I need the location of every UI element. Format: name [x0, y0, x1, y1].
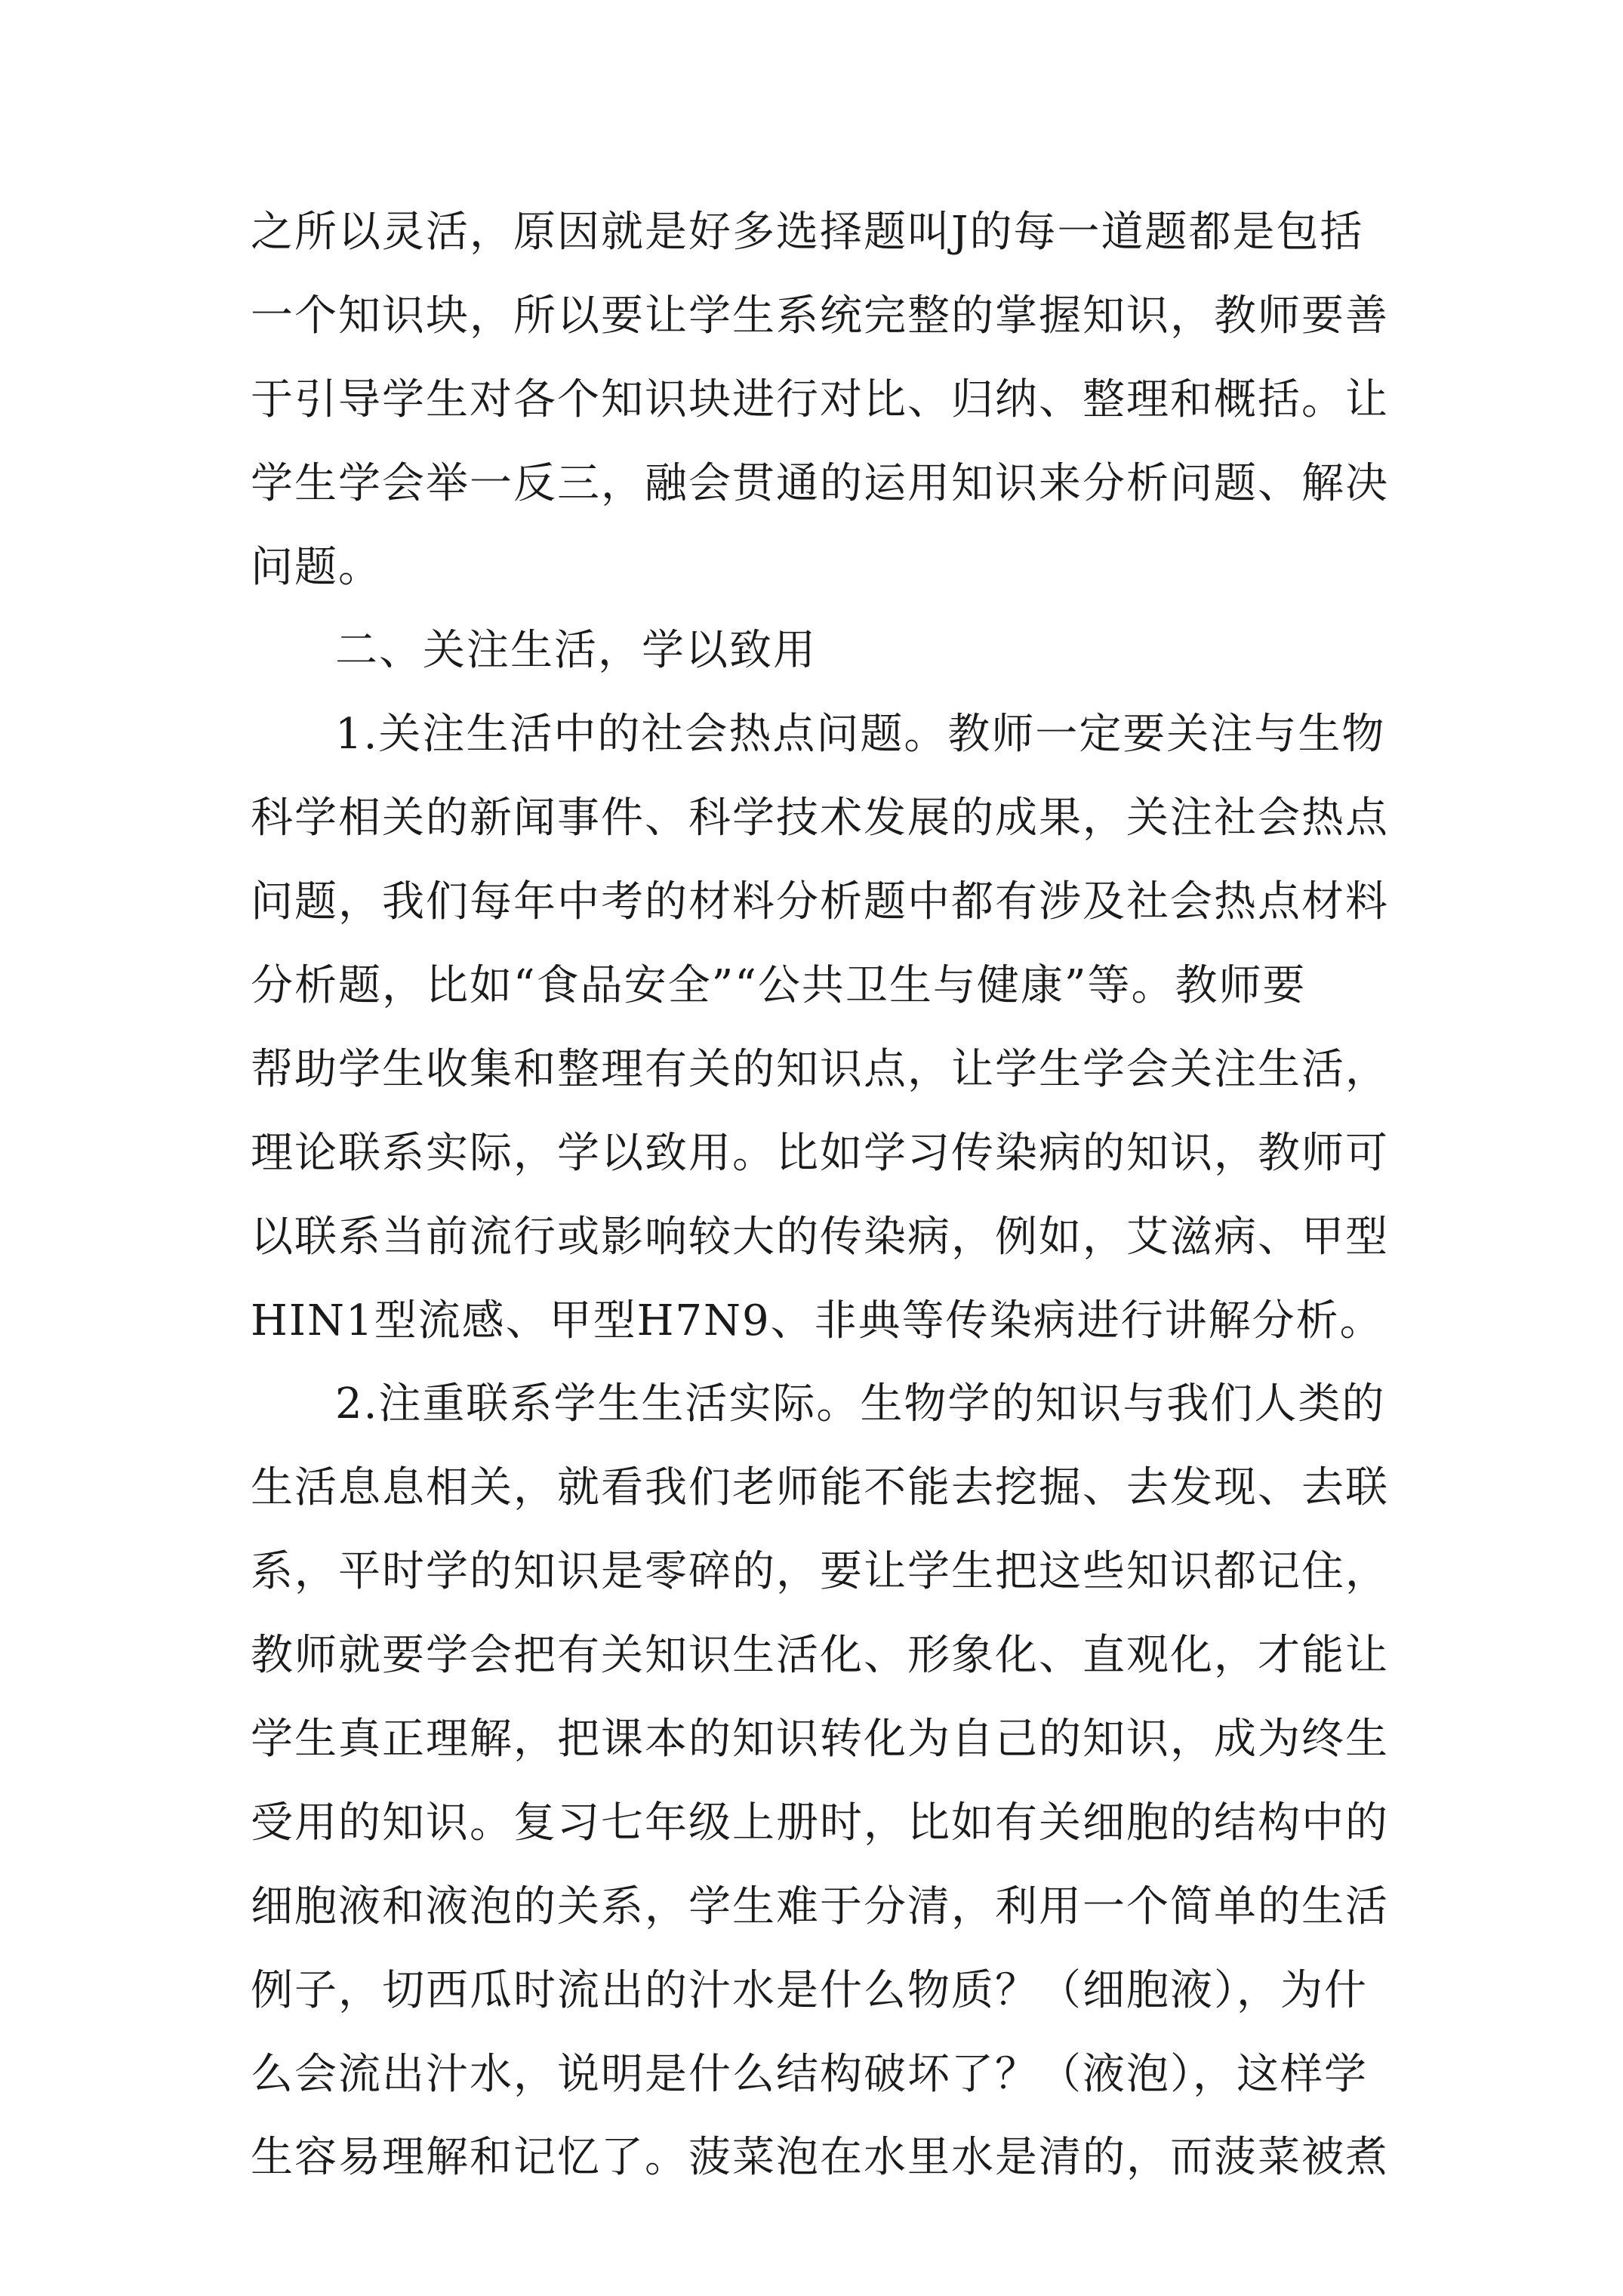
text-line: 例子，切西瓜时流出的汁水是什么物质？（细胞液），为什 — [251, 1966, 1368, 2015]
text-line: 一个知识块，所以要让学生系统完整的掌握知识，教师要善 — [251, 291, 1389, 341]
text-line: 帮助学生收集和整理有关的知识点，让学生学会关注生活， — [251, 1045, 1389, 1094]
text-line: 1.关注生活中的社会热点问题。教师一定要关注与生物 — [335, 710, 1386, 759]
text-line: 生容易理解和记忆了。菠菜泡在水里水是清的，而菠菜被煮 — [251, 2133, 1389, 2182]
text-line: 以联系当前流行或影响较大的传染病，例如，艾滋病、甲型 — [251, 1213, 1389, 1262]
text-line: 于引导学生对各个知识块进行对比、归纳、整理和概括。让 — [251, 375, 1389, 424]
text-line: 系，平时学的知识是零碎的，要让学生把这些知识都记住， — [251, 1547, 1389, 1596]
text-line: 科学相关的新闻事件、科学技术发展的成果，关注社会热点 — [251, 794, 1389, 843]
text-line: 2.注重联系学生生活实际。生物学的知识与我们人类的 — [335, 1379, 1386, 1428]
text-line: 理论联系实际，学以致用。比如学习传染病的知识，教师可 — [251, 1129, 1389, 1178]
text-line: 生活息息相关，就看我们老师能不能去挖掘、去发现、去联 — [251, 1463, 1389, 1512]
text-line: 细胞液和液泡的关系，学生难于分清，利用一个简单的生活 — [251, 1882, 1389, 1931]
text-line: 学生学会举一反三，融会贯通的运用知识来分析问题、解决 — [251, 459, 1389, 508]
text-line: 么会流出汁水，说明是什么结构破坏了？（液泡），这样学 — [251, 2050, 1368, 2099]
section-heading: 二、关注生活，学以致用 — [335, 626, 817, 675]
text-line: 问题，我们每年中考的材料分析题中都有涉及社会热点材料 — [251, 877, 1389, 926]
text-line: HIN1型流感、甲型H7N9、非典等传染病进行讲解分析。 — [251, 1296, 1384, 1345]
text-line: 受用的知识。复习七年级上册时，比如有关细胞的结构中的 — [251, 1798, 1389, 1848]
text-line: 教师就要学会把有关知识生活化、形象化、直观化，才能让 — [251, 1631, 1389, 1680]
text-line: 学生真正理解，把课本的知识转化为自己的知识，成为终生 — [251, 1715, 1389, 1764]
text-line: 之所以灵活，原因就是好多选择题叫J的每一道题都是包括 — [251, 208, 1364, 257]
text-line: 问题。 — [251, 543, 382, 592]
text-line: 分析题，比如“食品安全”“公共卫生与健康”等。教师要 — [251, 961, 1307, 1010]
